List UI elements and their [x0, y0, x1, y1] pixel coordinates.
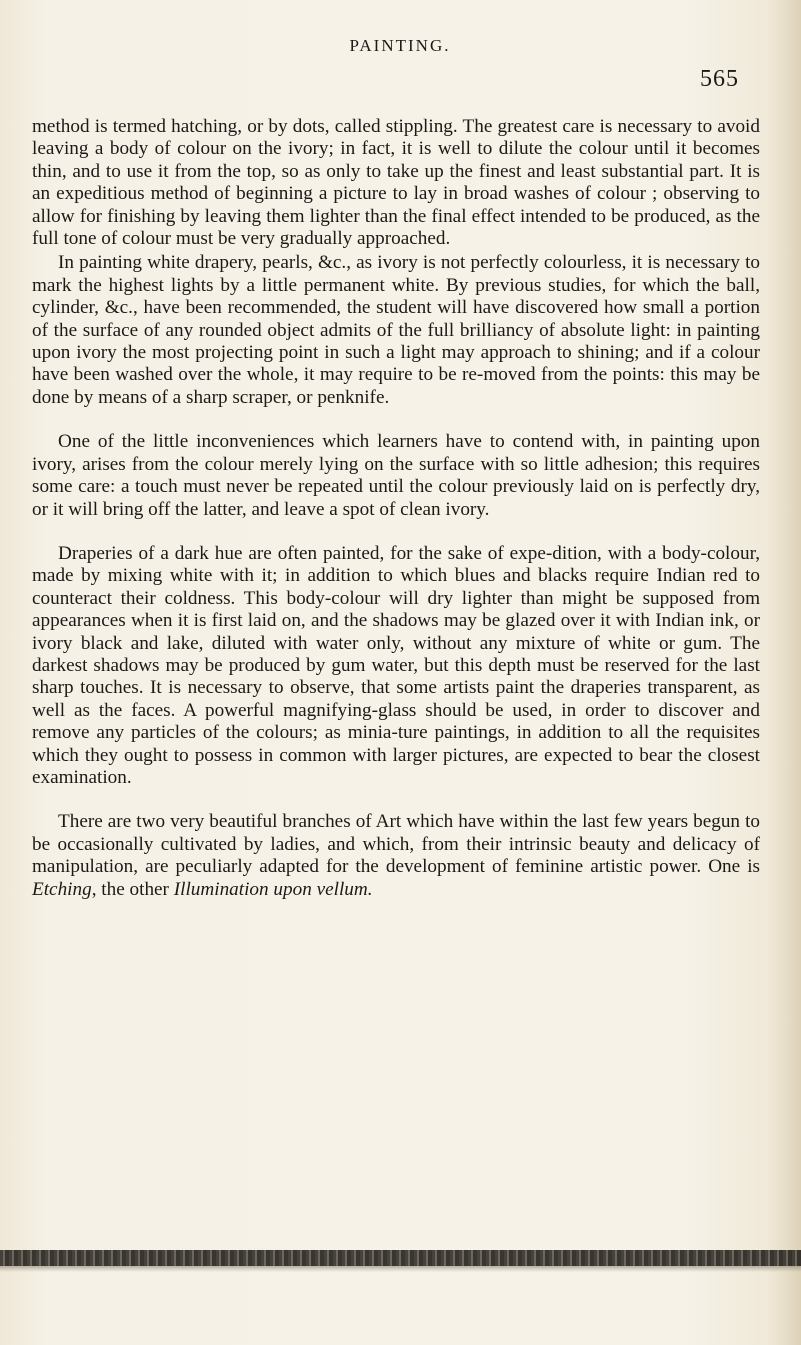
binding-edge-shadow	[0, 1266, 801, 1272]
paragraph-hatching: method is termed hatching, or by dots, called stippling. The greatest care is necessary to avoid leaving a body of colour on the ivory; in fact, it is well to dilute the colour until it becomes thin, and to use it from the top, so as only to take up the finest and least substantial part. It is an expeditious method of beginning a picture to lay in broad washes of colour ; observing to allow for finishing by leaving them lighter than the final effect intended to be produced, as the full tone of colour must be very gradually approached.	[32, 116, 760, 250]
etching-term: Etching	[32, 878, 92, 900]
paragraph-text-middle: , the other	[91, 878, 174, 900]
paragraph-branches-of-art	[32, 811, 760, 901]
illumination-term: Illumination upon vellum.	[173, 878, 373, 900]
paragraph-inconveniences: One of the little inconveniences which learners have to contend with, in painting upon ivory, arises from the colour merely lying on the surface with so little adhesion; this requires some care: a touch must never be repeated until the colour previously laid on is perfectly dry, or it will bring off the latter, and leave a spot of clean ivory.	[32, 431, 760, 520]
paragraph-dark-draperies: Draperies of a dark hue are often painted, for the sake of expe-dition, with a body-colour, made by mixing white with it; in addition to which blues and blacks require Indian red to counteract their coldness. This body-colour will dry lighter than might be supposed from appearances when it is first laid on, and the shadows may be glazed over it with Indian ink, or ivory black and lake, diluted with water only, without any mixture of white or gum. The darkest shadows may be produced by gum water, but this depth must be reserved for the last sharp touches. It is necessary to observe, that some artists paint the draperies transparent, as well as the faces. A powerful magnifying-glass should be used, in order to discover and remove any particles of the colours; as minia-ture paintings, in addition to all the requisites which they ought to possess in common with larger pictures, are expected to bear the closest examination.	[32, 542, 760, 788]
body-text	[32, 116, 760, 901]
binding-edge-band	[0, 1250, 801, 1266]
paragraph-text-start: There are two very beautiful branches of Art which have within the last few years begun to be occasionally cultivated by ladies, and which, from their intrinsic beauty and delicacy of manipulation, are peculiarly adapted for the development of feminine artistic power. One is	[32, 811, 760, 878]
running-head	[0, 36, 801, 92]
page-number: 565	[700, 66, 739, 92]
page-edge-shadow	[767, 0, 801, 1345]
paragraph-white-drapery: In painting white drapery, pearls, &c., as ivory is not perfectly colourless, it is necessary to mark the highest lights by a little permanent white. By previous studies, for which the ball, cylinder, &c., have been recommended, the student will have discovered how small a portion of the surface of any rounded object admits of the full brilliancy of absolute light: in painting upon ivory the most projecting point in such a light may approach to shining; and if a colour have been washed over the whole, it may require to be re-moved from the points: this may be done by means of a sharp scraper, or penknife.	[32, 252, 760, 408]
running-title: PAINTING.	[349, 36, 451, 55]
